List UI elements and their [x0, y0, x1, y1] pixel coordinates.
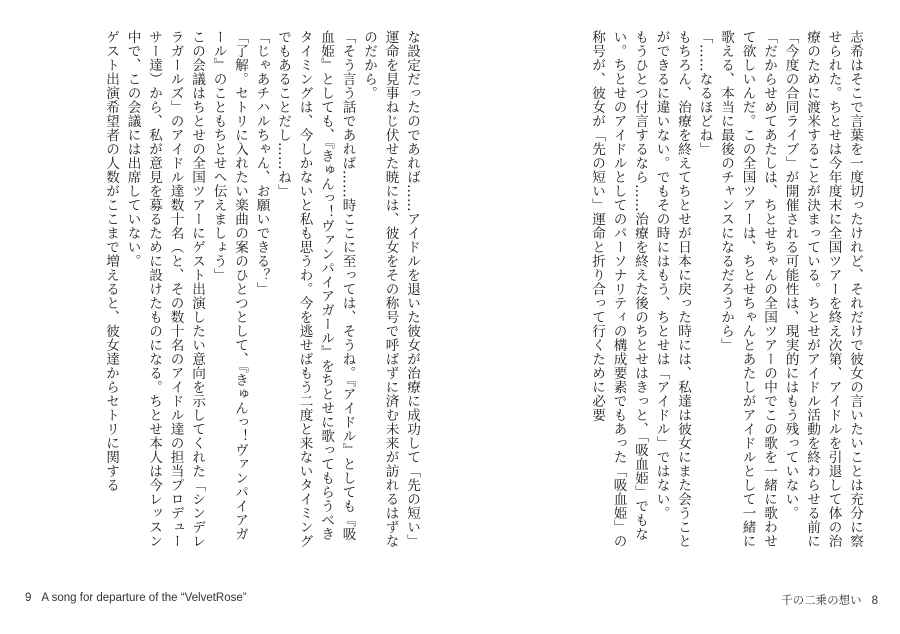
- running-title: A song for departure of the “VelvetRose”: [41, 592, 247, 604]
- paragraph: この会議はちとせの全国ツアーにゲスト出演したい意向を示してくれた「シンデレラガールズ」のアイドル達数十名（と、その数十名のアイドル達の担当プロデューサー達）から、私が意見を募るために設けたものになる。ちとせ本人は今レッスン中で、この会議には出席していない。: [124, 30, 205, 548]
- paragraph: な設定だったのであれば……アイドルを退いた彼女が治療に成功して「先の短い」運命を見事ねじ伏せた暁には、彼女をその称号で呼ばずに済む未来が訪れるはずなのだから。: [361, 30, 420, 548]
- running-title: 千の二乗の想い: [781, 595, 862, 607]
- left-page-body: [42, 30, 422, 550]
- right-page-body: [465, 30, 865, 550]
- paragraph: ゲスト出演希望者の人数がここまで増えると、彼女達からセトリに関する: [103, 30, 119, 492]
- paragraph: 「……なるほどね」: [696, 30, 713, 156]
- paragraph: もちろん、治療を終えてちとせが日本に戻った時には、私達は彼女にまた会うことができるに違いない。でもその時にはもう、ちとせは「アイドル」ではない。: [653, 30, 691, 548]
- paragraph: 「じゃあチハルちゃん、お願いできる？」: [253, 30, 270, 296]
- page-number: 8: [871, 595, 878, 607]
- right-page: [450, 0, 900, 634]
- left-page-footer: [25, 592, 247, 604]
- paragraph: 志希はそこで言葉を一度切ったけれど、それだけで彼女の言いたいことは充分に察せられた。ちとせは今年度末に全国ツアーを終え次第、アイドルを引退して体の治療のために渡米することが決まっている。ちとせがアイドル活動を終わらせる前に「今度の合同ライブ」が開催される可能性は、現実的にはもう残っていない。: [782, 30, 863, 548]
- paragraph: 「了解。セトリに入れたい楽曲の案のひとつとして、『きゅんっ！ヴァンパイアガール』のこともちとせへ伝えましょう」: [210, 30, 248, 542]
- paragraph: もうひとつ付言するなら……治療を終えた後のちとせはきっと、「吸血姫」でもない。ちとせのアイドルとしてのパーソナリティの構成要素でもあった「吸血姫」の称号が、彼女が「先の短い」運命と折り合って行くために必要: [589, 30, 648, 548]
- right-page-footer: [781, 592, 878, 608]
- paragraph: 「そう言う話であれば……時ここに至っては、そうね。『アイドル』としても『吸血姫』としても、『きゅんっ！ヴァンパイアガール』をちとせに歌ってもらうべきタイミングは、今しかないと私も思うわ。今を逃せばもう二度と来ないタイミングでもあることだし……ね」: [275, 30, 356, 548]
- paragraph: 「だからせめてあたしは、ちとせちゃんの全国ツアーの中でこの歌を一緒に歌わせて欲しいんだ。この全国ツアーは、ちとせちゃんとあたしがアイドルとして一緒に歌える、本当に最後のチャンスになるだろうから」: [718, 30, 777, 548]
- page-number: 9: [25, 592, 32, 604]
